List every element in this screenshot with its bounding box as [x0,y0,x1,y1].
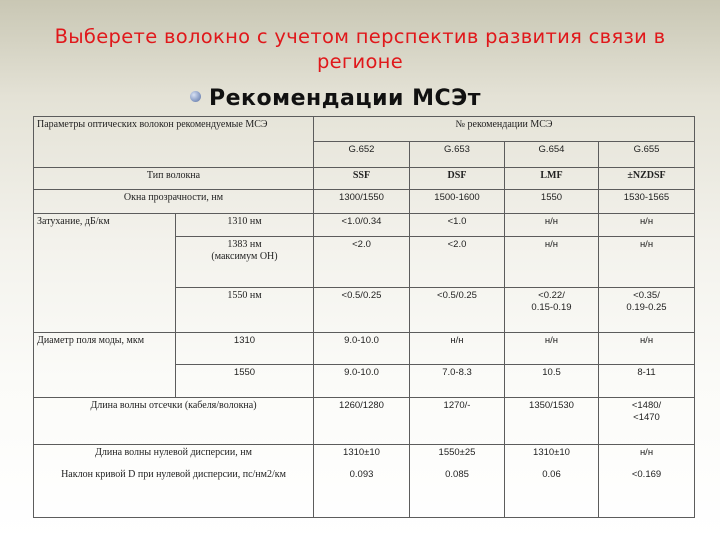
cutoff-value: 1270/- [410,397,505,444]
attenuation-value: н/н [505,237,599,288]
zero-dispersion-label: Длина волны нулевой дисперсии, нм [95,446,252,458]
fiber-type-value: LMF [505,167,599,189]
dispersion-values [314,444,410,517]
rec-g655: G.655 [599,142,695,167]
rec-g652: G.652 [314,142,410,167]
fiber-type-label: Тип волокна [34,167,314,189]
slope-value: <0.169 [631,468,662,480]
attenuation-sub: 1310 нм [176,213,314,236]
dispersion-values [599,444,695,517]
attenuation-value: н/н [505,213,599,236]
mode-diameter-value: н/н [599,332,695,365]
slide-subtitle [190,86,481,114]
fiber-type-value: DSF [410,167,505,189]
zero-dispersion-value: 1310±10 [343,446,380,458]
slide-title: Выберете волокно с учетом перспектив развития связи в регионе [54,25,666,73]
mode-diameter-value: 8-11 [599,365,695,398]
subtitle-text: Рекомендации МСЭт [209,86,482,111]
attenuation-sub: 1383 нм (максимум ОН) [176,237,314,288]
transparency-label: Окна прозрачности, нм [34,190,314,213]
rec-g654: G.654 [505,142,599,167]
mode-diameter-value: 10.5 [505,365,599,398]
attenuation-value: н/н [599,237,695,288]
attenuation-value: <0.5/0.25 [314,287,410,332]
fiber-type-value: ±NZDSF [599,167,695,189]
header-parameters: Параметры оптических волокон рекомендуемые МСЭ [34,117,314,168]
attenuation-value: <0.5/0.25 [410,287,505,332]
slope-value: 0.085 [445,468,469,480]
mode-diameter-value: 7.0-8.3 [410,365,505,398]
slope-label: Наклон кривой D при нулевой дисперсии, пс/нм2/км [61,468,286,480]
attenuation-value: <1.0/0.34 [314,213,410,236]
attenuation-value: н/н [599,213,695,236]
attenuation-value: <2.0 [410,237,505,288]
attenuation-value: <2.0 [314,237,410,288]
attenuation-value: <1.0 [410,213,505,236]
attenuation-sub: 1550 нм [176,287,314,332]
cutoff-value: 1260/1280 [314,397,410,444]
mode-diameter-sub: 1550 [176,365,314,398]
mode-diameter-sub: 1310 [176,332,314,365]
attenuation-label: Затухание, дБ/км [34,213,176,332]
transparency-value: 1300/1550 [314,190,410,213]
attenuation-value: <0.22/ 0.15-0.19 [505,287,599,332]
cutoff-label: Длина волны отсечки (кабеля/волокна) [34,397,314,444]
dispersion-values [410,444,505,517]
bullet-icon [190,91,201,102]
slope-value: 0.06 [542,468,561,480]
mode-diameter-value: н/н [410,332,505,365]
itu-fiber-table [33,116,695,518]
mode-diameter-value: н/н [505,332,599,365]
zero-dispersion-value: н/н [639,446,654,458]
mode-diameter-value: 9.0-10.0 [314,365,410,398]
zero-dispersion-value: 1550±25 [438,446,476,458]
slope-value: 0.093 [349,468,374,480]
header-recommendation-number: № рекомендации МСЭ [314,117,695,142]
dispersion-values [505,444,599,517]
mode-diameter-value: 9.0-10.0 [314,332,410,365]
attenuation-value: <0.35/ 0.19-0.25 [599,287,695,332]
transparency-value: 1530-1565 [599,190,695,213]
rec-g653: G.653 [410,142,505,167]
dispersion-labels [34,444,314,517]
cutoff-value: <1480/ <1470 [599,397,695,444]
transparency-value: 1550 [505,190,599,213]
transparency-value: 1500-1600 [410,190,505,213]
cutoff-value: 1350/1530 [505,397,599,444]
zero-dispersion-value: 1310±10 [533,446,570,458]
fiber-type-value: SSF [314,167,410,189]
mode-diameter-label: Диаметр поля моды, мкм [34,332,176,397]
